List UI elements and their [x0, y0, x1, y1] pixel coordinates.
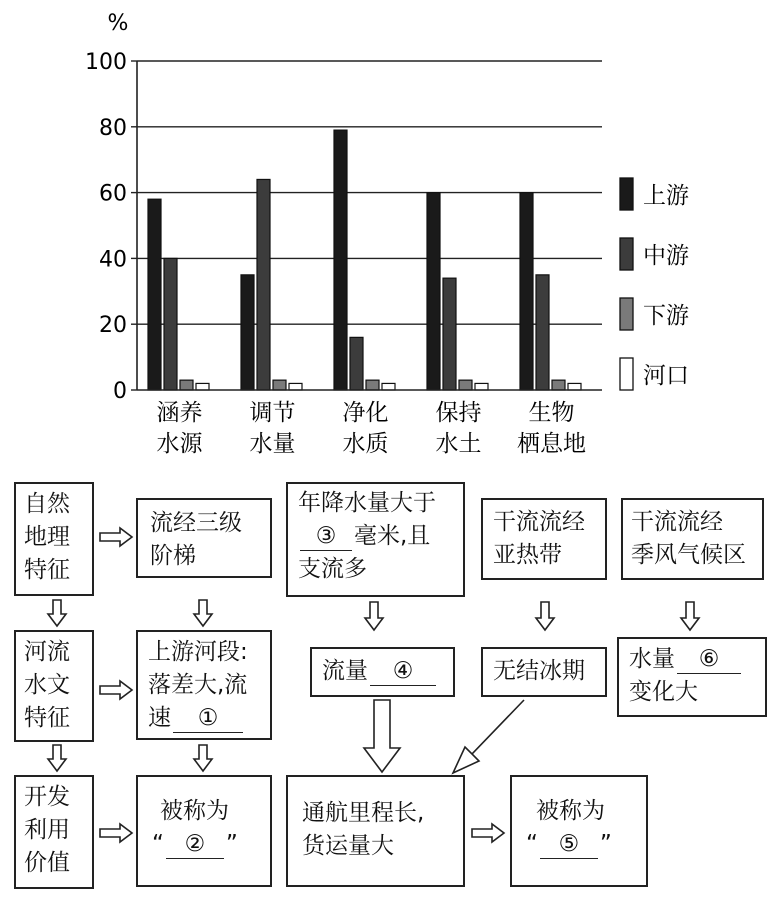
blank-4[interactable]: ④ — [370, 657, 436, 686]
hydro-line-3: 特征 — [24, 705, 70, 731]
y-tick-label: 20 — [99, 313, 127, 339]
subtropical-box — [481, 498, 607, 580]
blank-6[interactable]: ⑥ — [677, 645, 741, 674]
subtropical-line-2: 亚热带 — [493, 542, 562, 568]
y-axis-unit-label: % — [107, 11, 129, 36]
y-tick-label: 60 — [99, 181, 127, 207]
arrow-flow-to-navigation — [364, 700, 400, 772]
arrow-navigation-to-called5 — [472, 824, 504, 842]
upstream-box — [136, 630, 272, 740]
x-tick-label: 水源 — [156, 431, 203, 457]
arrow-hydro-to-upstream — [100, 681, 132, 699]
blank-2[interactable]: ② — [166, 830, 224, 859]
precip-line-1: 年降水量大于 — [298, 490, 436, 516]
called2-close-quote: ” — [225, 831, 238, 857]
subtropical-line-1: 干流流经 — [493, 509, 585, 535]
y-tick-label: 0 — [113, 379, 127, 404]
x-tick-label: 水量 — [249, 431, 296, 457]
arrow-noice-to-navigation — [453, 700, 524, 773]
x-tick-label: 净化 — [342, 400, 389, 426]
arrow-precip-to-flow — [365, 602, 383, 630]
upstream-line-2: 落差大,流 — [148, 672, 248, 698]
precip-line-2-suffix: 毫米,且 — [354, 523, 431, 549]
x-tick-label: 水质 — [342, 431, 389, 457]
water-change-box — [617, 637, 767, 717]
ladder-line-1: 流经三级 — [150, 510, 242, 536]
blank-1[interactable]: ① — [173, 704, 243, 733]
x-tick-label: 生物 — [528, 400, 575, 426]
arrow-subtropical-to-noice — [536, 602, 554, 630]
arrow-hydro-to-value — [48, 745, 66, 771]
navigation-box — [286, 775, 465, 887]
blank-5[interactable]: ⑤ — [540, 830, 598, 859]
y-tick-label: 80 — [99, 115, 127, 141]
legend-label: 上游 — [643, 183, 689, 209]
water-change-line-2: 变化大 — [629, 679, 698, 705]
three-steps-box — [136, 498, 272, 578]
precipitation-box — [286, 482, 465, 597]
natural-line-2: 地理 — [24, 524, 70, 550]
x-tick-label: 水土 — [435, 431, 482, 457]
ladder-line-2: 阶梯 — [150, 543, 196, 569]
development-value-box — [14, 775, 94, 889]
value-line-2: 利用 — [24, 817, 70, 843]
hydro-line-2: 水文 — [24, 672, 70, 698]
arrow-value-to-called2 — [100, 824, 132, 842]
called-2-box — [136, 775, 272, 887]
monsoon-line-2: 季风气候区 — [631, 542, 746, 568]
upstream-line-3-prefix: 速 — [148, 705, 171, 731]
no-ice-text: 无结冰期 — [493, 658, 585, 684]
value-line-3: 价值 — [24, 850, 70, 876]
arrow-natural-to-ladder — [100, 528, 132, 546]
natural-features-box — [14, 482, 94, 596]
called-5-box — [510, 775, 648, 887]
called5-open-quote: “ — [526, 831, 538, 857]
y-tick-label: 100 — [85, 50, 127, 75]
called2-prefix: 被称为 — [160, 798, 229, 824]
x-tick-label: 栖息地 — [517, 431, 586, 457]
flow-amount-prefix: 流量 — [322, 658, 368, 684]
arrow-monsoon-to-waterchange — [681, 602, 699, 630]
arrow-natural-to-hydro — [48, 600, 66, 626]
called5-close-quote: ” — [599, 831, 612, 857]
legend-label: 中游 — [643, 243, 689, 269]
called5-prefix: 被称为 — [536, 798, 605, 824]
natural-line-1: 自然 — [24, 491, 70, 517]
arrow-ladder-to-upstream — [194, 600, 212, 626]
natural-line-3: 特征 — [24, 557, 70, 583]
upstream-line-1: 上游河段: — [148, 639, 248, 665]
legend-label: 下游 — [643, 303, 689, 329]
y-tick-label: 40 — [99, 247, 127, 273]
blank-3[interactable]: ③ — [300, 522, 352, 551]
monsoon-line-1: 干流流经 — [631, 509, 723, 535]
no-ice-box — [481, 647, 607, 697]
arrow-upstream-to-called2 — [194, 745, 212, 771]
water-change-prefix: 水量 — [629, 646, 675, 672]
x-tick-label: 保持 — [435, 400, 482, 426]
hydro-line-1: 河流 — [24, 639, 70, 665]
x-tick-label: 涵养 — [156, 400, 203, 426]
precip-line-3: 支流多 — [298, 556, 367, 582]
navigation-line-2: 货运量大 — [302, 833, 394, 859]
called2-open-quote: “ — [152, 831, 164, 857]
value-line-1: 开发 — [24, 784, 70, 810]
flow-amount-box — [310, 647, 455, 697]
legend-label: 河口 — [643, 363, 689, 389]
hydrology-features-box — [14, 630, 94, 742]
monsoon-box — [621, 498, 764, 580]
navigation-line-1: 通航里程长, — [302, 800, 425, 826]
x-tick-label: 调节 — [249, 400, 296, 426]
